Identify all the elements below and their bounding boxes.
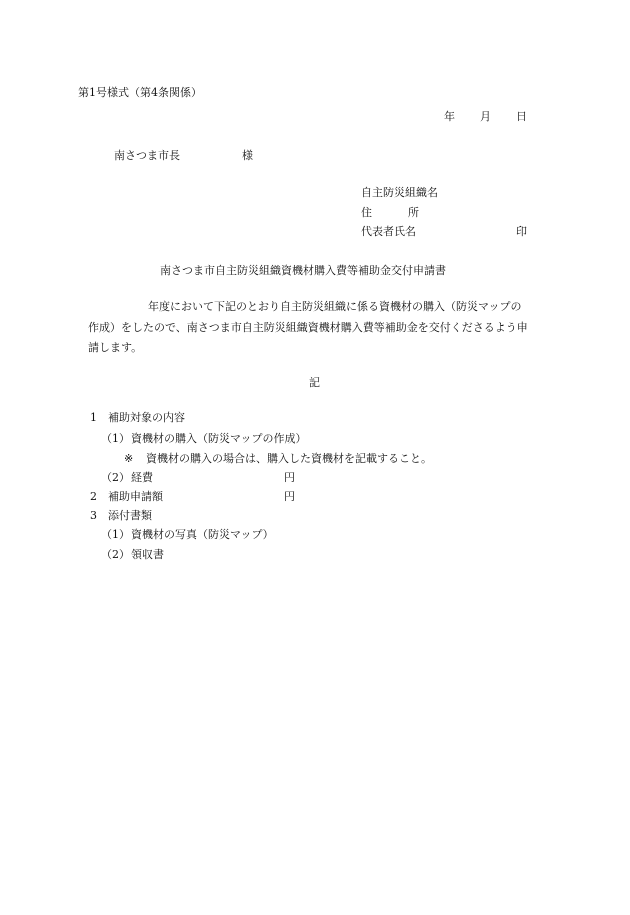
item-2-unit: 円 <box>284 490 295 503</box>
item-3-1-number: （1） <box>101 528 130 541</box>
body-line-3: 請します。 <box>88 341 143 354</box>
body-line-1: 年度において下記のとおり自主防災組織に係る資機材の購入（防災マップの <box>148 300 522 313</box>
item-3-2-number: （2） <box>101 548 130 561</box>
item-3-label: 添付書類 <box>108 509 152 522</box>
item-1-2-unit: 円 <box>284 471 295 484</box>
org-name-label: 自主防災組織名 <box>361 186 438 199</box>
note-text: 資機材の購入の場合は、購入した資機材を記載すること。 <box>146 452 432 465</box>
address-label-first: 住 <box>361 206 372 219</box>
address-label-second: 所 <box>408 206 419 219</box>
form-label: 第1号様式（第4条関係） <box>78 86 202 99</box>
item-1-2-number: （2） <box>101 471 130 484</box>
body-line-2: 作成）をしたので、南さつま市自主防災組織資機材購入費等補助金を交付くださるよう申 <box>88 321 528 334</box>
date-year: 年 <box>444 110 455 123</box>
item-3-2-label: 領収書 <box>131 548 164 561</box>
item-1-1-number: （1） <box>101 432 130 445</box>
date-month: 月 <box>480 110 491 123</box>
item-2-label: 補助申請額 <box>108 490 163 503</box>
date-day: 日 <box>516 110 527 123</box>
ki-heading: 記 <box>309 376 320 389</box>
item-3-number: 3 <box>90 509 97 522</box>
document-title: 南さつま市自主防災組織資機材購入費等補助金交付申請書 <box>160 264 446 277</box>
note-mark: ※ <box>124 452 134 465</box>
item-1-1-label: 資機材の購入（防災マップの作成） <box>131 432 307 445</box>
representative-label: 代表者氏名 <box>361 225 416 238</box>
item-1-label: 補助対象の内容 <box>108 411 185 424</box>
addressee-name: 南さつま市長 <box>114 149 180 162</box>
item-1-number: 1 <box>90 411 97 424</box>
item-1-2-label: 経費 <box>131 471 153 484</box>
addressee-honorific: 様 <box>242 149 253 162</box>
item-2-number: 2 <box>90 490 97 503</box>
item-3-1-label: 資機材の写真（防災マップ） <box>131 528 274 541</box>
seal-mark: 印 <box>516 225 527 238</box>
